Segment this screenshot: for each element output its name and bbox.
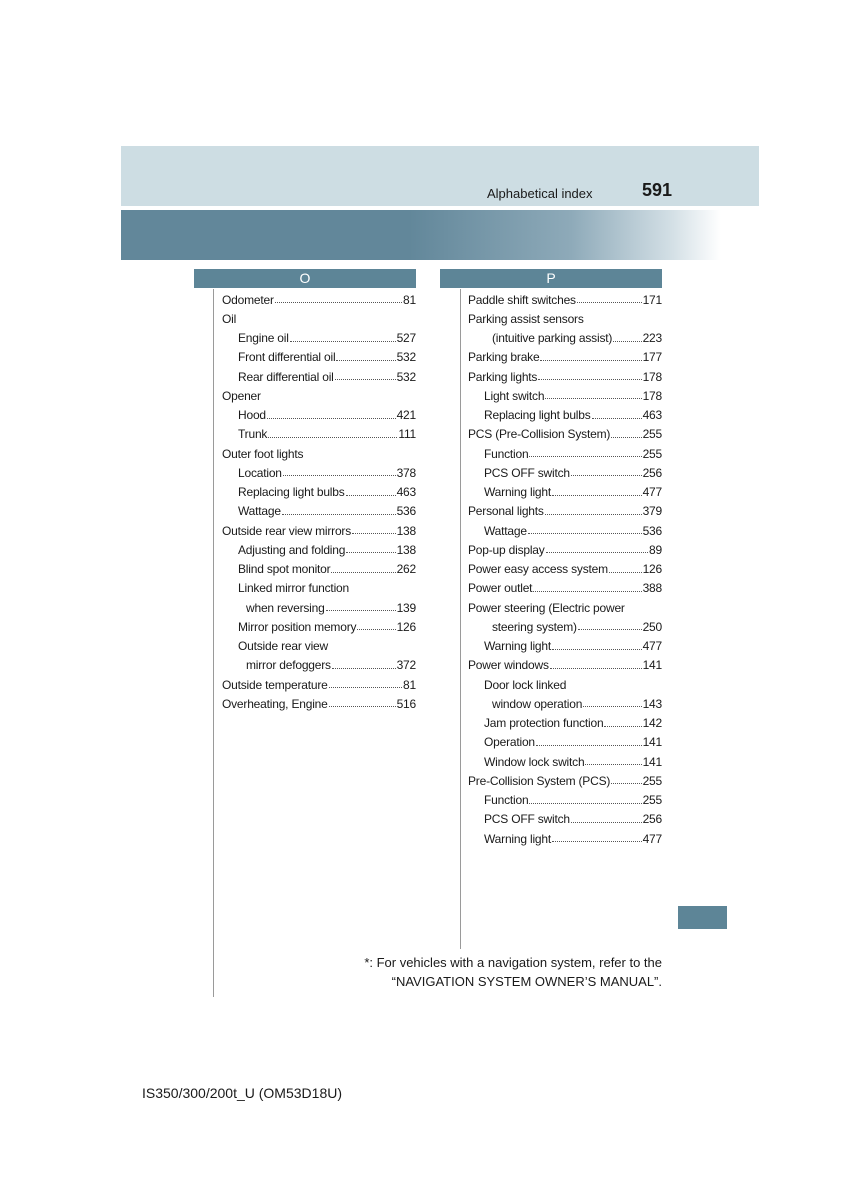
dot-leader bbox=[346, 495, 396, 496]
header-gradient-band bbox=[121, 210, 721, 260]
entry-page-number: 372 bbox=[396, 658, 416, 673]
entry-text: when reversing bbox=[246, 600, 325, 615]
entry-text: Replacing light bulbs bbox=[484, 408, 591, 423]
entry-page-number: 223 bbox=[642, 331, 662, 346]
entry-text: Function bbox=[484, 793, 529, 808]
index-entry bbox=[222, 329, 416, 348]
entry-text: PCS (Pre-Collision System) bbox=[468, 427, 611, 442]
index-entry bbox=[222, 579, 416, 598]
index-entry bbox=[468, 348, 662, 367]
index-entry bbox=[222, 309, 416, 328]
dot-leader bbox=[552, 495, 642, 496]
entry-text: Odometer bbox=[222, 292, 274, 307]
entry-text: Power windows bbox=[468, 658, 549, 673]
entry-text: Blind spot monitor bbox=[238, 562, 331, 577]
index-entry bbox=[468, 617, 662, 636]
entry-text: (intuitive parking assist) bbox=[492, 331, 613, 346]
index-entry bbox=[468, 367, 662, 386]
index-entry bbox=[222, 694, 416, 713]
entry-text: Jam protection function bbox=[484, 716, 604, 731]
index-entry bbox=[468, 675, 662, 694]
entry-page-number: 126 bbox=[396, 619, 416, 634]
entry-text: Power outlet bbox=[468, 581, 533, 596]
index-entry bbox=[468, 560, 662, 579]
dot-leader bbox=[283, 475, 396, 476]
index-entry bbox=[468, 637, 662, 656]
entry-text: Function bbox=[484, 446, 529, 461]
entry-page-number: 178 bbox=[642, 388, 662, 403]
dot-leader bbox=[346, 552, 395, 553]
entry-text: Location bbox=[238, 465, 282, 480]
dot-leader bbox=[352, 533, 396, 534]
index-entry bbox=[468, 829, 662, 848]
entry-text: Engine oil bbox=[238, 331, 289, 346]
entry-page-number: 255 bbox=[642, 427, 662, 442]
entry-text: Personal lights bbox=[468, 504, 544, 519]
entry-text: Operation bbox=[484, 735, 535, 750]
entry-page-number: 143 bbox=[642, 696, 662, 711]
entry-page-number: 141 bbox=[642, 754, 662, 769]
index-entry bbox=[222, 406, 416, 425]
entry-text: PCS OFF switch bbox=[484, 465, 570, 480]
entry-text: Oil bbox=[222, 311, 237, 326]
index-entry bbox=[468, 810, 662, 829]
entry-text: Warning light bbox=[484, 639, 551, 654]
index-entry bbox=[468, 406, 662, 425]
entry-text: Trunk bbox=[238, 427, 268, 442]
entry-page-number: 527 bbox=[396, 331, 416, 346]
section-letter-p: P bbox=[440, 269, 662, 288]
index-entry bbox=[222, 502, 416, 521]
dot-leader bbox=[592, 418, 642, 419]
entry-page-number: 255 bbox=[642, 793, 662, 808]
entry-page-number: 142 bbox=[642, 716, 662, 731]
entry-page-number: 463 bbox=[642, 408, 662, 423]
index-entry bbox=[468, 694, 662, 713]
model-code: IS350/300/200t_U (OM53D18U) bbox=[142, 1085, 342, 1101]
index-column-o bbox=[222, 290, 416, 714]
entry-page-number: 477 bbox=[642, 485, 662, 500]
entry-page-number: 379 bbox=[642, 504, 662, 519]
entry-text: Mirror position memory bbox=[238, 619, 357, 634]
dot-leader bbox=[585, 764, 641, 765]
dot-leader bbox=[577, 302, 642, 303]
index-entry bbox=[222, 637, 416, 656]
footnote-line-1: *: For vehicles with a navigation system, refer to the bbox=[364, 955, 662, 970]
dot-leader bbox=[609, 572, 642, 573]
index-entry bbox=[222, 444, 416, 463]
entry-page-number: 111 bbox=[398, 427, 416, 442]
index-column-p bbox=[468, 290, 662, 848]
entry-text: Warning light bbox=[484, 485, 551, 500]
entry-page-number: 178 bbox=[642, 369, 662, 384]
index-entry bbox=[468, 714, 662, 733]
entry-text: mirror defoggers bbox=[246, 658, 331, 673]
dot-leader bbox=[536, 745, 642, 746]
entry-text: Window lock switch bbox=[484, 754, 585, 769]
dot-leader bbox=[552, 841, 642, 842]
entry-page-number: 421 bbox=[396, 408, 416, 423]
index-entry bbox=[468, 791, 662, 810]
index-entry bbox=[222, 617, 416, 636]
dot-leader bbox=[290, 341, 396, 342]
entry-page-number: 262 bbox=[396, 562, 416, 577]
index-entry bbox=[222, 675, 416, 694]
entry-text: Outside rear view mirrors bbox=[222, 523, 352, 538]
dot-leader bbox=[329, 706, 396, 707]
dot-leader bbox=[552, 649, 642, 650]
index-entry bbox=[222, 560, 416, 579]
footnote-line-2: “NAVIGATION SYSTEM OWNER’S MANUAL”. bbox=[391, 974, 662, 989]
index-entry bbox=[222, 540, 416, 559]
index-entry bbox=[222, 463, 416, 482]
index-entry bbox=[222, 386, 416, 405]
index-entry bbox=[222, 367, 416, 386]
dot-leader bbox=[546, 552, 648, 553]
dot-leader bbox=[331, 572, 395, 573]
entry-page-number: 532 bbox=[396, 369, 416, 384]
index-entry bbox=[468, 540, 662, 559]
index-entry bbox=[222, 290, 416, 309]
entry-text: Parking lights bbox=[468, 369, 538, 384]
dot-leader bbox=[550, 668, 642, 669]
entry-text: Outside rear view bbox=[238, 639, 328, 654]
dot-leader bbox=[329, 687, 402, 688]
entry-text: Outside temperature bbox=[222, 677, 328, 692]
entry-text: steering system) bbox=[492, 619, 577, 634]
entry-page-number: 255 bbox=[642, 446, 662, 461]
dot-leader bbox=[529, 456, 641, 457]
entry-page-number: 536 bbox=[642, 523, 662, 538]
entry-page-number: 256 bbox=[642, 812, 662, 827]
entry-text: window operation bbox=[492, 696, 583, 711]
footnote bbox=[364, 953, 662, 991]
dot-leader bbox=[335, 379, 396, 380]
entry-text: Hood bbox=[238, 408, 266, 423]
dot-leader bbox=[571, 475, 642, 476]
dot-leader bbox=[540, 360, 641, 361]
dot-leader bbox=[336, 360, 395, 361]
index-entry bbox=[222, 348, 416, 367]
index-entry bbox=[468, 733, 662, 752]
entry-page-number: 126 bbox=[642, 562, 662, 577]
entry-page-number: 139 bbox=[396, 600, 416, 615]
index-entry bbox=[468, 502, 662, 521]
entry-page-number: 532 bbox=[396, 350, 416, 365]
entry-text: Linked mirror function bbox=[238, 581, 349, 596]
dot-leader bbox=[571, 822, 642, 823]
dot-leader bbox=[545, 514, 642, 515]
entry-text: Parking brake bbox=[468, 350, 540, 365]
entry-text: Warning light bbox=[484, 831, 551, 846]
column-divider-o bbox=[213, 289, 214, 997]
dot-leader bbox=[533, 591, 641, 592]
page-number: 591 bbox=[642, 180, 673, 200]
entry-page-number: 256 bbox=[642, 465, 662, 480]
entry-page-number: 89 bbox=[649, 542, 662, 557]
index-entry bbox=[222, 521, 416, 540]
index-entry bbox=[468, 309, 662, 328]
dot-leader bbox=[268, 437, 397, 438]
entry-text: Adjusting and folding bbox=[238, 542, 346, 557]
dot-leader bbox=[275, 302, 402, 303]
index-entry bbox=[222, 425, 416, 444]
entry-page-number: 81 bbox=[403, 677, 416, 692]
entry-text: Power easy access system bbox=[468, 562, 608, 577]
entry-page-number: 477 bbox=[642, 831, 662, 846]
index-entry bbox=[222, 656, 416, 675]
entry-text: Wattage bbox=[238, 504, 281, 519]
entry-text: Parking assist sensors bbox=[468, 311, 584, 326]
entry-page-number: 81 bbox=[403, 292, 416, 307]
dot-leader bbox=[613, 341, 641, 342]
dot-leader bbox=[529, 803, 641, 804]
entry-text: Power steering (Electric power bbox=[468, 600, 625, 615]
entry-page-number: 141 bbox=[642, 658, 662, 673]
dot-leader bbox=[604, 726, 641, 727]
dot-leader bbox=[583, 706, 641, 707]
dot-leader bbox=[545, 398, 641, 399]
entry-page-number: 138 bbox=[396, 542, 416, 557]
entry-page-number: 177 bbox=[642, 350, 662, 365]
index-entry bbox=[468, 656, 662, 675]
entry-text: Pop-up display bbox=[468, 542, 545, 557]
entry-text: Rear differential oil bbox=[238, 369, 334, 384]
dot-leader bbox=[267, 418, 396, 419]
index-entry bbox=[468, 463, 662, 482]
entry-text: Door lock linked bbox=[484, 677, 567, 692]
section-title: Alphabetical index bbox=[487, 186, 593, 201]
dot-leader bbox=[528, 533, 642, 534]
index-entry bbox=[468, 598, 662, 617]
index-entry bbox=[468, 579, 662, 598]
entry-text: Opener bbox=[222, 388, 261, 403]
index-entry bbox=[468, 329, 662, 348]
entry-page-number: 516 bbox=[396, 696, 416, 711]
entry-page-number: 141 bbox=[642, 735, 662, 750]
dot-leader bbox=[611, 437, 641, 438]
dot-leader bbox=[326, 610, 396, 611]
dot-leader bbox=[538, 379, 641, 380]
entry-page-number: 250 bbox=[642, 619, 662, 634]
entry-page-number: 388 bbox=[642, 581, 662, 596]
entry-text: PCS OFF switch bbox=[484, 812, 570, 827]
entry-page-number: 138 bbox=[396, 523, 416, 538]
dot-leader bbox=[282, 514, 396, 515]
column-divider-p bbox=[460, 289, 461, 949]
index-entry bbox=[468, 425, 662, 444]
index-entry bbox=[468, 483, 662, 502]
entry-page-number: 171 bbox=[642, 292, 662, 307]
index-entry bbox=[468, 290, 662, 309]
entry-page-number: 255 bbox=[642, 773, 662, 788]
dot-leader bbox=[332, 668, 396, 669]
entry-page-number: 536 bbox=[396, 504, 416, 519]
entry-page-number: 463 bbox=[396, 485, 416, 500]
entry-text: Front differential oil bbox=[238, 350, 336, 365]
entry-text: Replacing light bulbs bbox=[238, 485, 345, 500]
index-entry bbox=[468, 771, 662, 790]
thumb-index-tab bbox=[678, 906, 727, 929]
dot-leader bbox=[357, 629, 395, 630]
dot-leader bbox=[578, 629, 642, 630]
index-entry bbox=[468, 752, 662, 771]
entry-text: Pre-Collision System (PCS) bbox=[468, 773, 611, 788]
index-entry bbox=[468, 521, 662, 540]
entry-page-number: 378 bbox=[396, 465, 416, 480]
index-entry bbox=[222, 598, 416, 617]
entry-page-number: 477 bbox=[642, 639, 662, 654]
index-entry bbox=[468, 444, 662, 463]
entry-text: Overheating, Engine bbox=[222, 696, 328, 711]
section-letter-o: O bbox=[194, 269, 416, 288]
dot-leader bbox=[611, 783, 641, 784]
index-entry bbox=[222, 483, 416, 502]
entry-text: Paddle shift switches bbox=[468, 292, 576, 307]
entry-text: Outer foot lights bbox=[222, 446, 304, 461]
entry-text: Light switch bbox=[484, 388, 545, 403]
index-entry bbox=[468, 386, 662, 405]
entry-text: Wattage bbox=[484, 523, 527, 538]
